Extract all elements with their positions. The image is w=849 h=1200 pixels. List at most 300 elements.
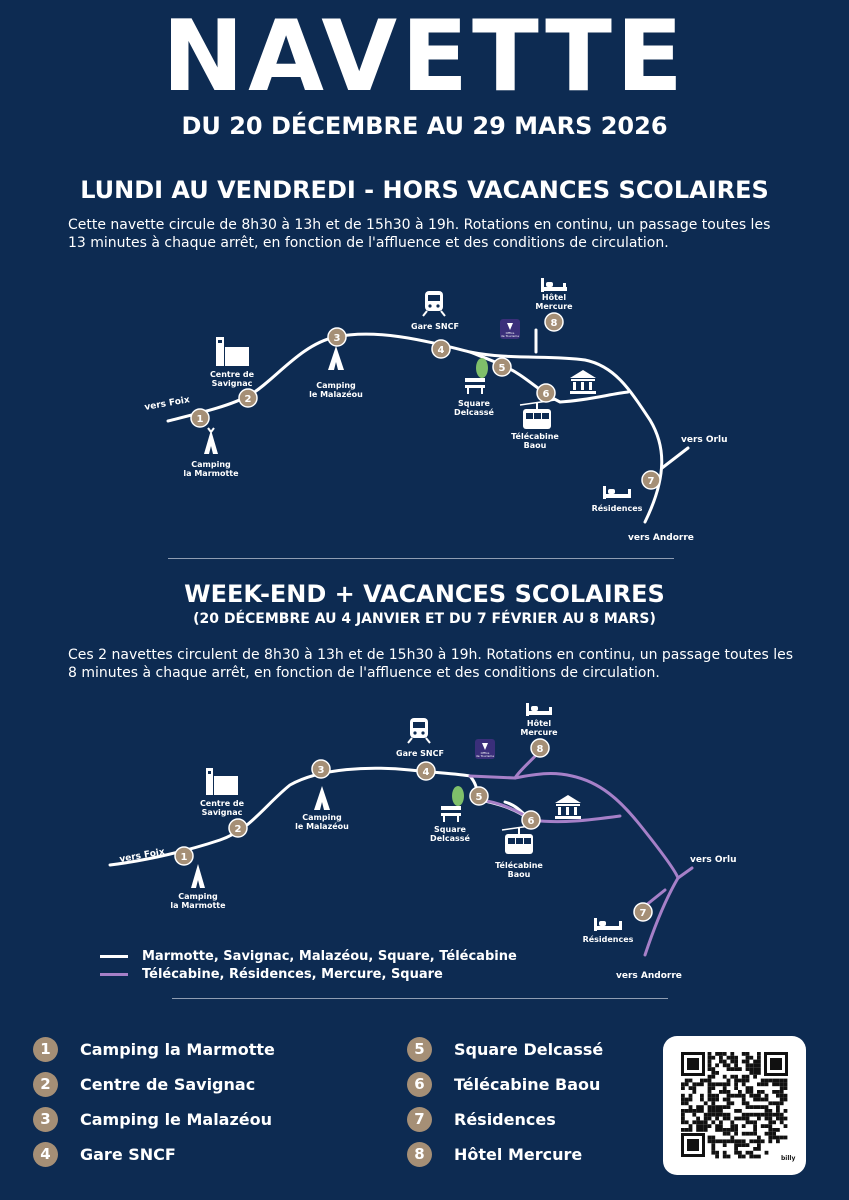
stop-name: Camping le Malazéou (80, 1109, 273, 1129)
qr-module (715, 1105, 719, 1109)
label-residences: Résidences (591, 504, 643, 513)
tent-icon (328, 346, 344, 370)
qr-module (723, 1155, 727, 1159)
qr-module (723, 1128, 727, 1132)
qr-module (772, 1082, 776, 1086)
qr-module (761, 1082, 765, 1086)
qr-module (746, 1113, 750, 1117)
stop-name: Gare SNCF (80, 1144, 176, 1164)
qr-module (738, 1139, 742, 1143)
qr-module (734, 1079, 738, 1083)
qr-module (719, 1139, 723, 1143)
qr-module (715, 1052, 719, 1056)
qr-module (711, 1136, 715, 1140)
qr-module (723, 1063, 727, 1067)
qr-module (765, 1109, 769, 1113)
qr-module (780, 1090, 784, 1094)
qr-module (734, 1063, 738, 1067)
qr-module (753, 1067, 757, 1071)
legend-swatch-purple (100, 973, 128, 976)
legend-swatch-white (100, 955, 128, 958)
qr-module (746, 1086, 750, 1090)
qr-module (753, 1098, 757, 1102)
qr-module (681, 1086, 685, 1090)
stop-number: 8 (407, 1142, 432, 1167)
section1-description (68, 216, 770, 252)
qr-module (708, 1109, 712, 1113)
qr-module (730, 1101, 734, 1105)
qr-module (727, 1067, 731, 1071)
qr-module (719, 1124, 723, 1128)
label-camping-marmotte-2: la Marmotte (170, 901, 226, 910)
qr-module (689, 1109, 693, 1113)
label-gare-sncf: Gare SNCF (396, 749, 444, 758)
svg-text:2: 2 (244, 394, 252, 405)
stop-list-item (407, 1036, 603, 1062)
qr-module (784, 1136, 788, 1140)
qr-module (749, 1155, 753, 1159)
qr-module (753, 1063, 757, 1067)
qr-module (742, 1082, 746, 1086)
qr-module (772, 1128, 776, 1132)
qr-module (700, 1124, 704, 1128)
svg-text:4: 4 (437, 345, 445, 356)
qr-module (784, 1098, 788, 1102)
monument-icon (555, 795, 581, 819)
label-square-2: Delcassé (430, 834, 470, 843)
qr-module (749, 1071, 753, 1075)
qr-module (734, 1151, 738, 1155)
label-vers-foix: vers Foix (143, 395, 191, 413)
qr-module (689, 1086, 693, 1090)
tourism-office-icon (475, 739, 495, 759)
qr-module (757, 1147, 761, 1151)
label-camping-malazeou-2: le Malazéou (309, 390, 363, 399)
route-branch-orlu (662, 448, 688, 468)
qr-module (727, 1132, 731, 1136)
qr-module (738, 1090, 742, 1094)
qr-module (761, 1079, 765, 1083)
qr-module (749, 1132, 753, 1136)
date-range: DU 20 DÉCEMBRE AU 29 MARS 2026 (181, 112, 668, 140)
qr-module (727, 1063, 731, 1067)
qr-module (711, 1071, 715, 1075)
label-square-1: Square (434, 825, 466, 834)
label-centre-savignac-1: Centre de (199, 799, 245, 808)
qr-module (723, 1143, 727, 1147)
qr-module (780, 1101, 784, 1105)
qr-module (719, 1120, 723, 1124)
svg-text:1: 1 (196, 414, 204, 425)
qr-module (692, 1120, 696, 1124)
qr-module (696, 1120, 700, 1124)
qr-module (780, 1094, 784, 1098)
qr-module (734, 1124, 738, 1128)
qr-module (723, 1139, 727, 1143)
label-centre-savignac-2: Savignac (201, 808, 243, 817)
qr-module (776, 1109, 780, 1113)
qr-module (742, 1094, 746, 1098)
qr-module (734, 1128, 738, 1132)
qr-module (753, 1139, 757, 1143)
qr-module (700, 1098, 704, 1102)
qr-module (711, 1113, 715, 1117)
qr-module (708, 1124, 712, 1128)
tree-bench-icon (465, 358, 488, 394)
qr-module (746, 1079, 750, 1083)
qr-module (757, 1155, 761, 1159)
stop-name: Centre de Savignac (80, 1074, 256, 1094)
qr-module (727, 1056, 731, 1060)
section-divider (172, 998, 668, 999)
qr-module (711, 1147, 715, 1151)
qr-module (723, 1082, 727, 1086)
qr-module (749, 1120, 753, 1124)
svg-text:3: 3 (317, 765, 325, 776)
svg-text:8: 8 (550, 318, 558, 329)
label-hotel-1: Hôtel (526, 719, 552, 728)
stop-badge (417, 762, 435, 780)
qr-module (765, 1151, 769, 1155)
qr-module (704, 1120, 708, 1124)
svg-text:6: 6 (542, 389, 550, 400)
label-camping-marmotte-2: la Marmotte (183, 469, 239, 478)
svg-text:7: 7 (647, 476, 655, 487)
stop-badge (522, 811, 540, 829)
qr-module (757, 1098, 761, 1102)
qr-module (757, 1052, 761, 1056)
qr-module (681, 1117, 685, 1121)
train-icon (408, 718, 430, 743)
qr-module (700, 1120, 704, 1124)
qr-module (708, 1113, 712, 1117)
qr-module (761, 1124, 765, 1128)
qr-module (715, 1063, 719, 1067)
stop-list-item (33, 1106, 275, 1132)
label-telecabine-2: Baou (507, 870, 531, 879)
qr-module (719, 1113, 723, 1117)
qr-module (689, 1094, 693, 1098)
qr-module (730, 1139, 734, 1143)
qr-module (757, 1067, 761, 1071)
building-icon (206, 768, 238, 795)
qr-module (708, 1067, 712, 1071)
qr-module (757, 1063, 761, 1067)
qr-module (696, 1128, 700, 1132)
qr-module (715, 1117, 719, 1121)
qr-module (776, 1117, 780, 1121)
qr-module (696, 1109, 700, 1113)
qr-module (711, 1109, 715, 1113)
qr-module (696, 1105, 700, 1109)
qr-module (723, 1132, 727, 1136)
qr-module (742, 1132, 746, 1136)
qr-module (723, 1117, 727, 1121)
qr-module (768, 1109, 772, 1113)
qr-module (742, 1101, 746, 1105)
qr-module (753, 1147, 757, 1151)
qr-module (715, 1128, 719, 1132)
qr-code[interactable] (663, 1036, 806, 1175)
qr-module (689, 1079, 693, 1083)
qr-module (734, 1147, 738, 1151)
qr-module (734, 1082, 738, 1086)
qr-module (704, 1101, 708, 1105)
qr-module (746, 1056, 750, 1060)
tent-icon (204, 428, 218, 454)
qr-module (708, 1075, 712, 1079)
label-hotel-2: Mercure (520, 728, 558, 737)
qr-module (723, 1113, 727, 1117)
qr-module (723, 1075, 727, 1079)
qr-module (708, 1105, 712, 1109)
section-divider (168, 558, 674, 559)
section1-title: LUNDI AU VENDREDI - HORS VACANCES SCOLAIRES (80, 176, 769, 204)
qr-module (681, 1098, 685, 1102)
qr-module (708, 1117, 712, 1121)
qr-module (746, 1143, 750, 1147)
qr-module (715, 1098, 719, 1102)
qr-module (692, 1109, 696, 1113)
stop-list-item (407, 1141, 603, 1167)
qr-module (723, 1052, 727, 1056)
qr-module (746, 1075, 750, 1079)
qr-module (780, 1120, 784, 1124)
qr-module (715, 1109, 719, 1113)
qr-module (711, 1101, 715, 1105)
qr-module (734, 1086, 738, 1090)
qr-module (727, 1079, 731, 1083)
stop-list-item (407, 1071, 603, 1097)
label-telecabine-1: Télécabine (495, 861, 543, 870)
qr-module (692, 1082, 696, 1086)
cable-car-icon (520, 400, 555, 429)
qr-module (742, 1143, 746, 1147)
qr-module (757, 1060, 761, 1064)
qr-module (746, 1063, 750, 1067)
qr-module (757, 1113, 761, 1117)
qr-module (708, 1094, 712, 1098)
qr-module (776, 1139, 780, 1143)
stop-name: Résidences (454, 1109, 556, 1129)
qr-module (715, 1139, 719, 1143)
qr-module (742, 1155, 746, 1159)
section2-description (68, 646, 793, 682)
stop-badge (229, 819, 247, 837)
qr-module (727, 1105, 731, 1109)
qr-module (768, 1128, 772, 1132)
qr-module (761, 1090, 765, 1094)
stop-badge (328, 328, 346, 346)
qr-module (681, 1128, 685, 1132)
qr-module (765, 1124, 769, 1128)
label-camping-marmotte-1: Camping (191, 460, 231, 469)
tent-icon (191, 864, 205, 888)
stop-number: 3 (33, 1107, 58, 1132)
label-square-1: Square (458, 399, 490, 408)
qr-module (727, 1117, 731, 1121)
qr-module (727, 1113, 731, 1117)
qr-module (723, 1098, 727, 1102)
qr-module (746, 1060, 750, 1064)
qr-module (727, 1155, 731, 1159)
qr-module (715, 1071, 719, 1075)
stop-badge (470, 787, 488, 805)
qr-module (746, 1090, 750, 1094)
qr-module (711, 1086, 715, 1090)
label-office-1: Office (480, 751, 490, 755)
section1-description-line1: Cette navette circule de 8h30 à 13h et de 15h30 à 19h. Rotations en continu, un passage toutes les (68, 217, 771, 233)
qr-module (715, 1113, 719, 1117)
qr-module (708, 1079, 712, 1083)
qr-module (757, 1105, 761, 1109)
qr-module (768, 1101, 772, 1105)
label-vers-andorre: vers Andorre (628, 533, 694, 543)
qr-module (768, 1113, 772, 1117)
qr-module (742, 1079, 746, 1083)
qr-module (727, 1128, 731, 1132)
qr-module (704, 1117, 708, 1121)
qr-module (727, 1082, 731, 1086)
qr-module (689, 1098, 693, 1102)
bed-icon (526, 703, 552, 716)
stop-number: 4 (33, 1142, 58, 1167)
qr-module (719, 1052, 723, 1056)
qr-module (727, 1139, 731, 1143)
qr-module (685, 1079, 689, 1083)
qr-module (749, 1151, 753, 1155)
qr-module (730, 1094, 734, 1098)
stop-number: 7 (407, 1107, 432, 1132)
stop-badge (191, 409, 209, 427)
qr-module (776, 1090, 780, 1094)
label-hotel-2: Mercure (535, 302, 573, 311)
qr-module (711, 1094, 715, 1098)
qr-module (746, 1117, 750, 1121)
qr-module (734, 1067, 738, 1071)
qr-module (749, 1056, 753, 1060)
label-camping-malazeou-2: le Malazéou (295, 822, 349, 831)
qr-module (776, 1105, 780, 1109)
qr-module (730, 1056, 734, 1060)
stop-list-item (33, 1071, 275, 1097)
qr-finder-top-right (764, 1052, 788, 1076)
qr-module (761, 1098, 765, 1102)
qr-module (711, 1139, 715, 1143)
qr-module (768, 1079, 772, 1083)
qr-module (749, 1067, 753, 1071)
qr-module (730, 1128, 734, 1132)
qr-module (730, 1060, 734, 1064)
qr-module (723, 1060, 727, 1064)
qr-module (730, 1136, 734, 1140)
stop-name: Camping la Marmotte (80, 1039, 275, 1059)
label-camping-malazeou-1: Camping (302, 813, 342, 822)
qr-module (711, 1143, 715, 1147)
qr-module (730, 1075, 734, 1079)
qr-module (757, 1117, 761, 1121)
qr-module (765, 1082, 769, 1086)
qr-module (692, 1113, 696, 1117)
qr-module (772, 1079, 776, 1083)
stop-number: 6 (407, 1072, 432, 1097)
stop-list-item (407, 1106, 603, 1132)
qr-module (723, 1151, 727, 1155)
bed-icon (541, 278, 567, 292)
qr-module (700, 1079, 704, 1083)
qr-module (776, 1128, 780, 1132)
route-purple-branch-telecabine (480, 800, 620, 822)
qr-module (772, 1113, 776, 1117)
qr-module (715, 1151, 719, 1155)
qr-module (723, 1105, 727, 1109)
qr-module (689, 1124, 693, 1128)
poster-title: NAVETTE (162, 0, 687, 114)
section2-title: WEEK-END + VACANCES SCOLAIRES (184, 580, 665, 608)
qr-module (738, 1067, 742, 1071)
qr-code-card[interactable] (663, 1036, 806, 1175)
qr-module (768, 1120, 772, 1124)
qr-module (708, 1086, 712, 1090)
qr-module (784, 1117, 788, 1121)
qr-module (753, 1124, 757, 1128)
qr-module (734, 1094, 738, 1098)
qr-module (768, 1139, 772, 1143)
train-icon (423, 291, 445, 316)
stop-badge (531, 739, 549, 757)
stop-name: Télécabine Baou (454, 1074, 601, 1094)
qr-module (700, 1128, 704, 1132)
qr-module (753, 1075, 757, 1079)
label-vers-andorre: vers Andorre (616, 971, 682, 981)
qr-module (765, 1098, 769, 1102)
qr-module (738, 1117, 742, 1121)
qr-module (753, 1132, 757, 1136)
qr-module (749, 1105, 753, 1109)
qr-module (757, 1071, 761, 1075)
qr-module (757, 1094, 761, 1098)
qr-module (681, 1094, 685, 1098)
stop-badge (432, 340, 450, 358)
qr-module (765, 1094, 769, 1098)
qr-module (753, 1071, 757, 1075)
qr-module (761, 1113, 765, 1117)
qr-module (784, 1086, 788, 1090)
qr-module (681, 1101, 685, 1105)
legend-item (100, 947, 517, 965)
qr-module (784, 1079, 788, 1083)
qr-module (719, 1109, 723, 1113)
stop-badge (642, 471, 660, 489)
qr-module (768, 1136, 772, 1140)
svg-text:3: 3 (333, 333, 341, 344)
label-camping-malazeou-1: Camping (316, 381, 356, 390)
svg-text:5: 5 (498, 363, 506, 374)
qr-module (730, 1120, 734, 1124)
qr-module (757, 1139, 761, 1143)
qr-module (700, 1094, 704, 1098)
qr-module (742, 1052, 746, 1056)
qr-module (730, 1124, 734, 1128)
qr-module (715, 1094, 719, 1098)
tent-icon (314, 786, 330, 810)
qr-module (730, 1067, 734, 1071)
qr-module (711, 1120, 715, 1124)
qr-module (711, 1082, 715, 1086)
monument-icon (570, 370, 596, 394)
label-vers-orlu: vers Orlu (681, 435, 728, 445)
qr-module (685, 1120, 689, 1124)
